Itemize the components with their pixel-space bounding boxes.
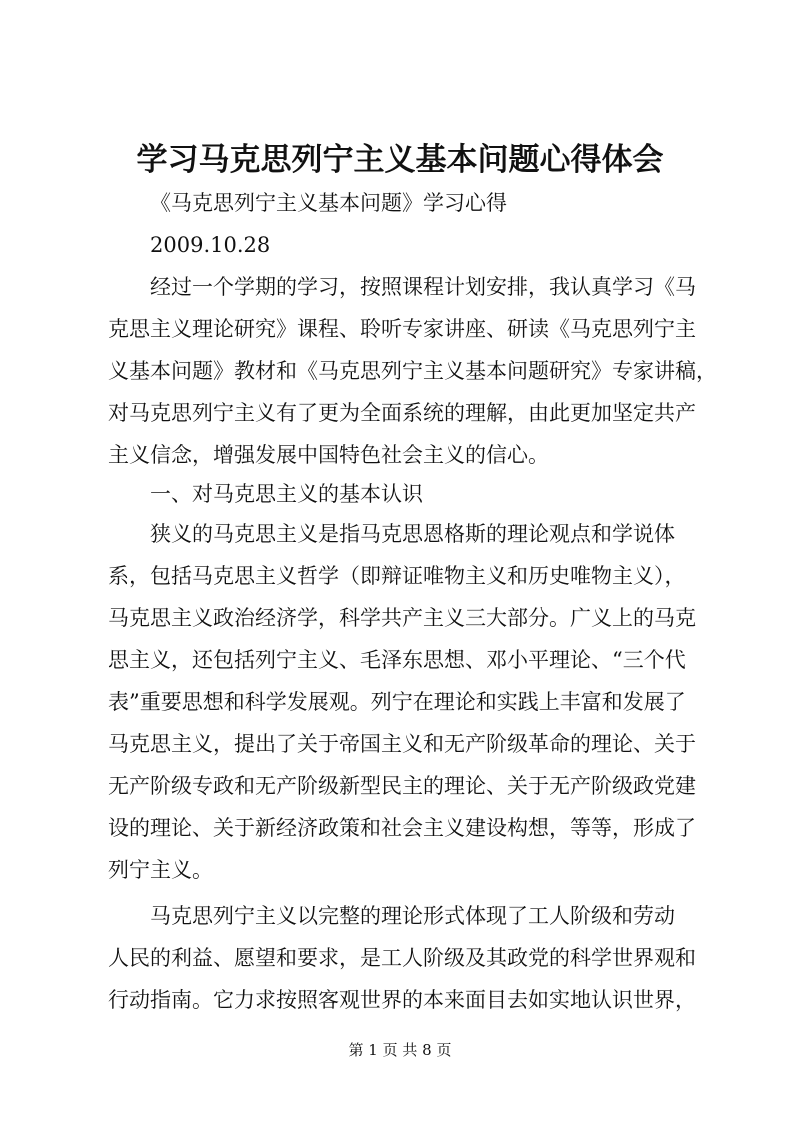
page-number-footer: 第 1 页 共 8 页 [348, 1041, 452, 1059]
document-title: 学习马克思列宁主义基本问题心得体会 [136, 142, 664, 178]
paragraph-line: 列宁主义。 [108, 858, 213, 882]
paragraph-line: 义基本问题》教材和《马克思列宁主义基本问题研究》专家讲稿， [108, 359, 717, 383]
paragraph-line: 马克思主义政治经济学，科学共产主义三大部分。广义上的马克 [108, 606, 696, 630]
paragraph-line: 系，包括马克思主义哲学（即辩证唯物主义和历史唯物主义）， [108, 564, 686, 588]
paragraph-line: 对马克思列宁主义有了更为全面系统的理解，由此更加坚定共产 [108, 401, 696, 425]
document-date: 2009.10.28 [150, 233, 271, 257]
document-subtitle: 《马克思列宁主义基本问题》学习心得 [150, 191, 507, 215]
paragraph-line: 克思主义理论研究》课程、聆听专家讲座、研读《马克思列宁主 [108, 317, 696, 341]
paragraph-line: 主义信念，增强发展中国特色社会主义的信心。 [108, 443, 549, 467]
paragraph-line: 狭义的马克思主义是指马克思恩格斯的理论观点和学说体 [150, 522, 675, 546]
paragraph-line: 马克思列宁主义以完整的理论形式体现了工人阶级和劳动 [150, 904, 675, 928]
paragraph-line: 经过一个学期的学习，按照课程计划安排，我认真学习《马 [150, 275, 696, 299]
paragraph-line: 行动指南。它力求按照客观世界的本来面目去如实地认识世界， [108, 988, 696, 1012]
paragraph-line: 设的理论、关于新经济政策和社会主义建设构想，等等，形成了 [108, 816, 696, 840]
paragraph-line: 思主义，还包括列宁主义、毛泽东思想、邓小平理论、“三个代 [108, 648, 686, 672]
section-heading: 一、对马克思主义的基本认识 [150, 482, 423, 506]
paragraph-line: 无产阶级专政和无产阶级新型民主的理论、关于无产阶级政党建 [108, 774, 696, 798]
paragraph-line: 马克思主义，提出了关于帝国主义和无产阶级革命的理论、关于 [108, 732, 696, 756]
paragraph-line: 表”重要思想和科学发展观。列宁在理论和实践上丰富和发展了 [108, 690, 686, 714]
paragraph-line: 人民的利益、愿望和要求，是工人阶级及其政党的科学世界观和 [108, 946, 696, 970]
